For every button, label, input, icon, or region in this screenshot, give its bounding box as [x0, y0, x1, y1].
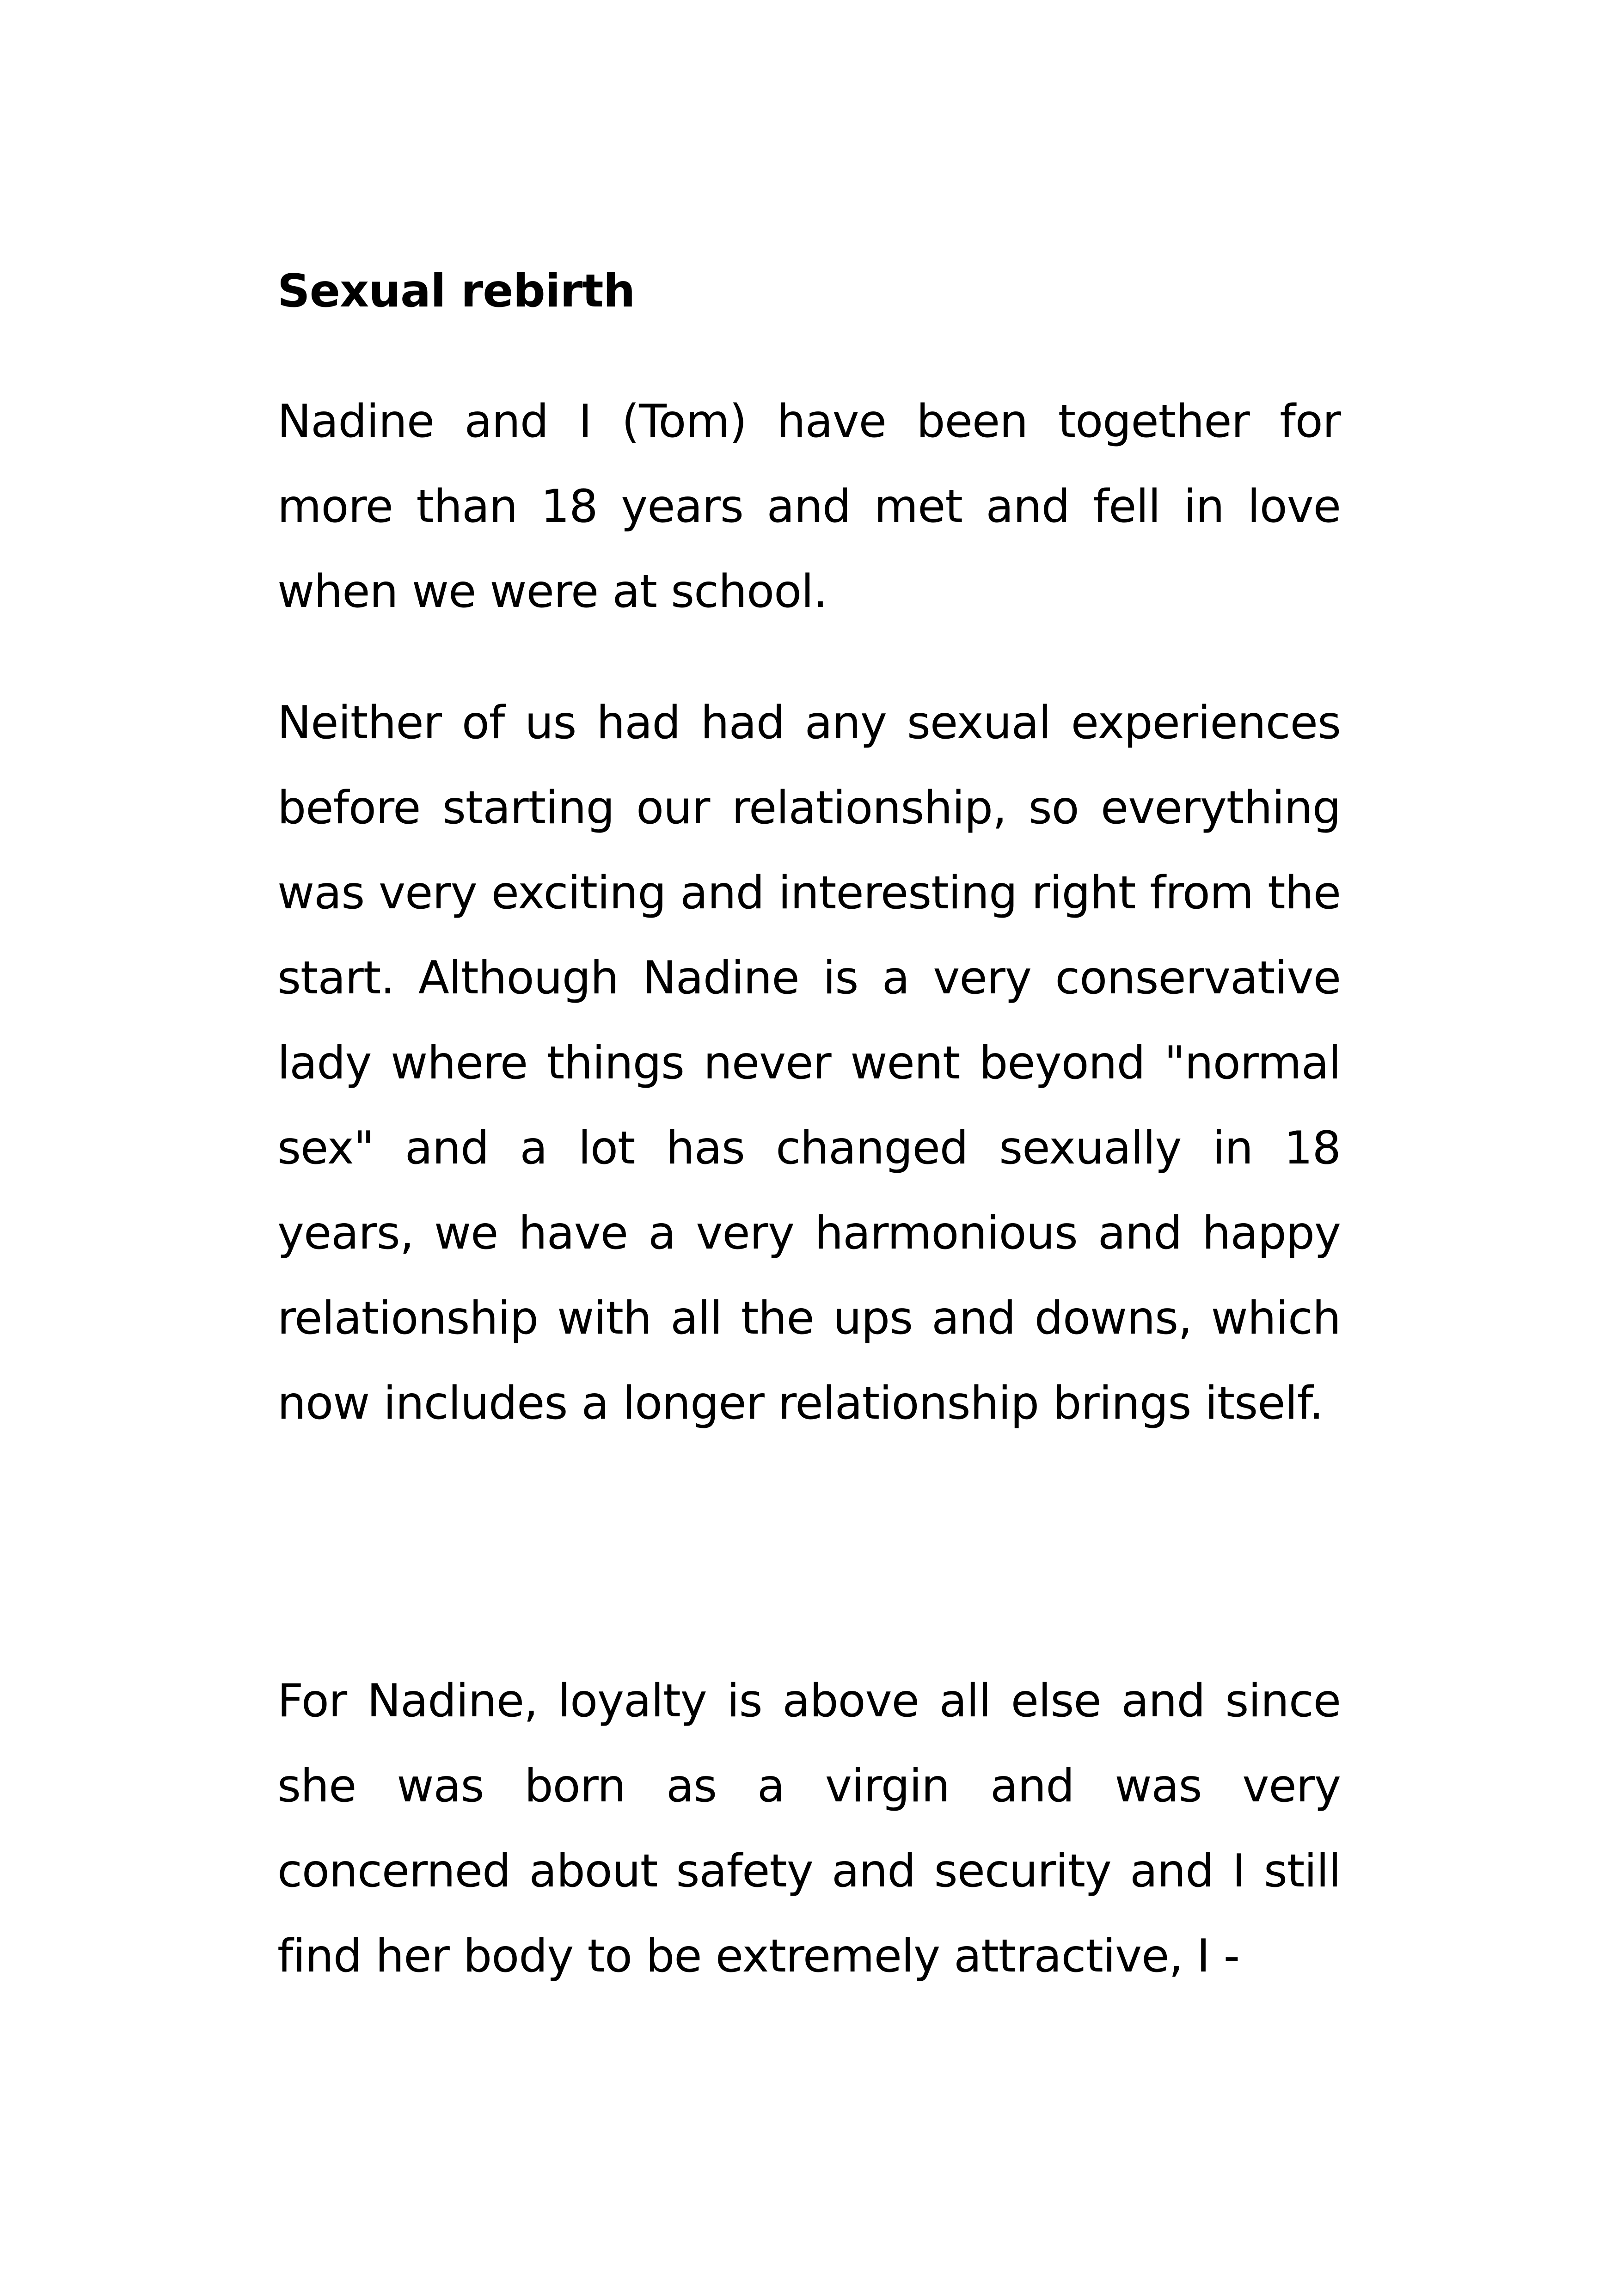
paragraph-2: Neither of us had had any sexual experiences before starting our relationship, so everything was very exciting and interesting right from the start. Although Nadine is a very conservative lady where things never went beyond "normal sex" and a lot has changed sexually in 18 years, we have a very harmonious and happy relationship with all the ups and downs, which now includes a longer relationship brings itself.	[277, 697, 1341, 1430]
paragraph-1: Nadine and I (Tom) have been together for more than 18 years and met and fell in love when we were at school.	[277, 395, 1341, 618]
paragraph-3: For Nadine, loyalty is above all else and since she was born as a virgin and was very concerned about safety and security and I still find her body to be extremely attractive, I -	[277, 1675, 1341, 1983]
document-body	[277, 259, 1341, 1999]
document-title: Sexual rebirth	[277, 265, 635, 318]
